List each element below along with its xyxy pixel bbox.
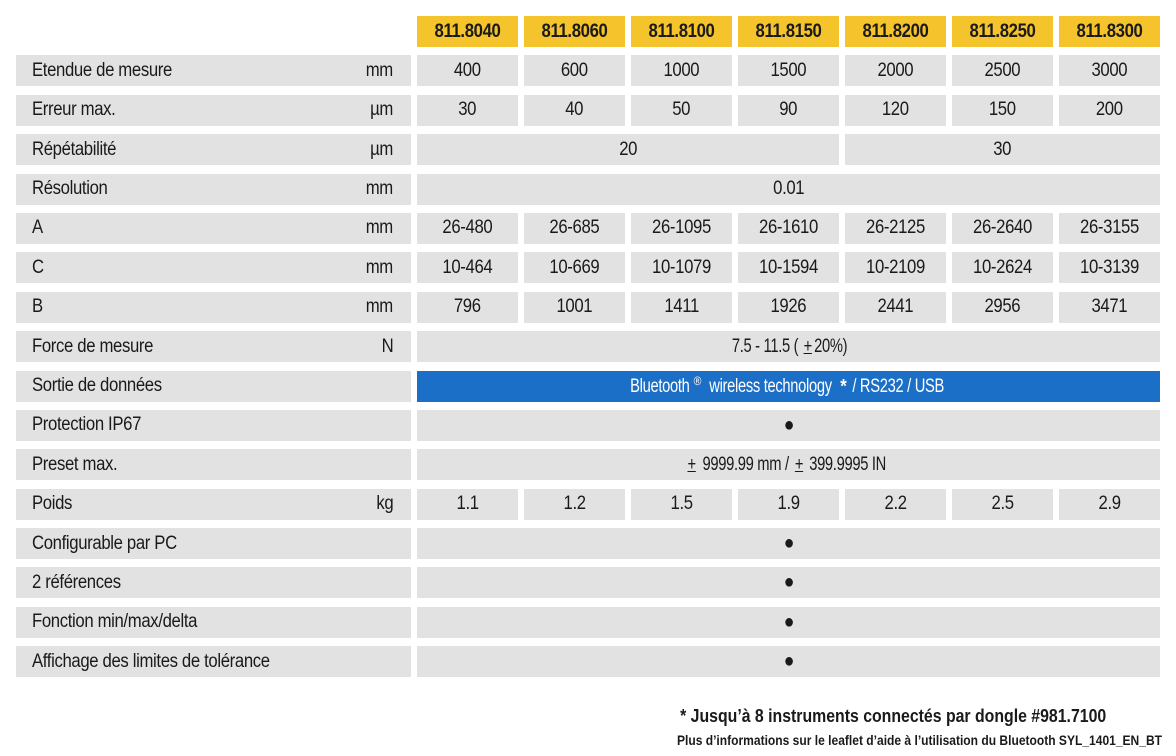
table-cell: 50: [631, 95, 732, 126]
row-label-a: A mm: [16, 213, 411, 244]
table-cell: 10-2624: [952, 252, 1053, 283]
force-value-pre: 7.5 - 11.5 (: [731, 335, 799, 357]
row-label-refs: 2 références: [16, 567, 411, 598]
row-label-ip67: Protection IP67: [16, 410, 411, 441]
table-cell: 30: [417, 95, 518, 126]
plus-minus-sign: +: [687, 453, 696, 475]
table-cell: 10-1594: [738, 252, 839, 283]
table-cell: 10-464: [417, 252, 518, 283]
header-blank: [16, 16, 411, 47]
table-cell: 3000: [1059, 55, 1160, 86]
table-cell: 26-2640: [952, 213, 1053, 244]
table-cell: 10-3139: [1059, 252, 1160, 283]
row-label-force: Force de mesure N: [16, 331, 411, 362]
table-cell: 1001: [524, 292, 625, 323]
row-label-preset: Preset max.: [16, 449, 411, 480]
table-cell: 2.2: [845, 489, 946, 520]
table-cell: 26-1610: [738, 213, 839, 244]
plus-minus-sign: +: [794, 453, 803, 475]
table-cell-merged: 0.01: [417, 174, 1160, 205]
table-cell: 2441: [845, 292, 946, 323]
row-label-poids: Poids kg: [16, 489, 411, 520]
table-cell-merged: 20: [417, 134, 839, 165]
table-cell: 2956: [952, 292, 1053, 323]
row-label-etendue: Etendue de mesure mm: [16, 55, 411, 86]
table-cell: 1.2: [524, 489, 625, 520]
table-cell-merged: [417, 331, 1160, 362]
row-label-affichage: Affichage des limites de tolérance: [16, 646, 411, 677]
row-label-resolution: Résolution mm: [16, 174, 411, 205]
table-cell: 150: [952, 95, 1053, 126]
table-cell: 3471: [1059, 292, 1160, 323]
row-label-config: Configurable par PC: [16, 528, 411, 559]
table-cell: 1000: [631, 55, 732, 86]
bluetooth-banner: [417, 371, 1160, 402]
row-label-erreur: Erreur max. µm: [16, 95, 411, 126]
table-cell: 26-2125: [845, 213, 946, 244]
table-cell: 400: [417, 55, 518, 86]
table-cell: 120: [845, 95, 946, 126]
row-label-sortie: Sortie de données: [16, 371, 411, 402]
table-cell: 1.5: [631, 489, 732, 520]
table-cell: 1.9: [738, 489, 839, 520]
table-cell: 10-2109: [845, 252, 946, 283]
table-cell: 26-1095: [631, 213, 732, 244]
table-cell: 26-480: [417, 213, 518, 244]
footnote-star: *: [840, 376, 847, 398]
bullet-icon: ●: [417, 607, 1160, 638]
table-cell: 40: [524, 95, 625, 126]
model-header: 811.8060: [524, 16, 625, 47]
model-header: 811.8150: [738, 16, 839, 47]
table-cell: 26-3155: [1059, 213, 1160, 244]
footnote-dongle: * Jusqu’à 8 instruments connectés par dongle #981.7100: [679, 706, 1106, 726]
table-cell: 796: [417, 292, 518, 323]
table-cell: 1500: [738, 55, 839, 86]
model-header: 811.8300: [1059, 16, 1160, 47]
bluetooth-rest: / RS232 / USB: [852, 376, 945, 398]
row-label-c: C mm: [16, 252, 411, 283]
table-cell: 2000: [845, 55, 946, 86]
table-cell-merged: [417, 449, 1160, 480]
spec-table: [16, 16, 1160, 677]
table-cell: 1926: [738, 292, 839, 323]
bullet-icon: ●: [417, 410, 1160, 441]
table-cell: 1.1: [417, 489, 518, 520]
bluetooth-name: Bluetooth: [630, 376, 690, 398]
force-value-post: 20%): [814, 335, 848, 357]
row-label-b: B mm: [16, 292, 411, 323]
model-header: 811.8100: [631, 16, 732, 47]
plus-minus-sign: +: [803, 335, 812, 357]
table-cell-merged: 30: [845, 134, 1160, 165]
table-cell: 200: [1059, 95, 1160, 126]
preset-value-in: 399.9995 IN: [808, 453, 886, 475]
row-label-repetabilite: Répétabilité µm: [16, 134, 411, 165]
model-header: 811.8250: [952, 16, 1053, 47]
table-cell: 26-685: [524, 213, 625, 244]
table-cell: 2500: [952, 55, 1053, 86]
table-cell: 600: [524, 55, 625, 86]
bullet-icon: ●: [417, 646, 1160, 677]
model-header: 811.8200: [845, 16, 946, 47]
registered-mark: ®: [693, 373, 702, 388]
footnote-leaflet: Plus d’informations sur le leaflet d’aide à l’utilisation du Bluetooth SYL_1401_EN_BT: [676, 732, 1162, 748]
model-header: 811.8040: [417, 16, 518, 47]
table-cell: 2.5: [952, 489, 1053, 520]
table-cell: 10-1079: [631, 252, 732, 283]
row-label-fonction: Fonction min/max/delta: [16, 607, 411, 638]
table-cell: 90: [738, 95, 839, 126]
table-cell: 10-669: [524, 252, 625, 283]
table-cell: 2.9: [1059, 489, 1160, 520]
preset-value-mm: 9999.99 mm /: [701, 453, 788, 475]
bullet-icon: ●: [417, 528, 1160, 559]
bluetooth-wireless: wireless technology: [709, 376, 833, 398]
bullet-icon: ●: [417, 567, 1160, 598]
table-cell: 1411: [631, 292, 732, 323]
